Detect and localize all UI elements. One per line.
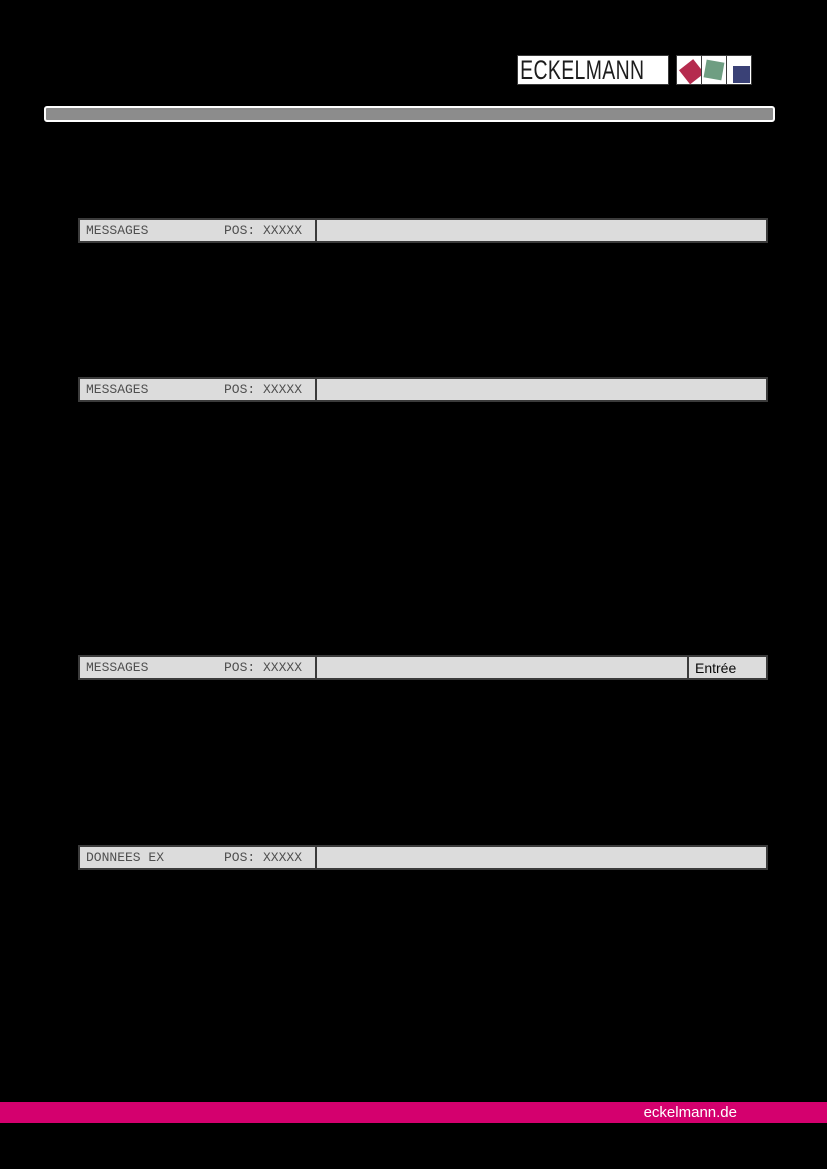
blue-square-icon bbox=[733, 66, 750, 83]
screen-title: DONNEES EX bbox=[86, 850, 165, 865]
screen-body-cell bbox=[317, 220, 766, 241]
screen-pos: POS: XXXXX bbox=[223, 223, 302, 238]
screen-pos: POS: XXXXX bbox=[223, 660, 302, 675]
screen-pos: POS: XXXXX bbox=[223, 382, 302, 397]
screen-title-cell bbox=[80, 220, 317, 241]
screen-title-cell bbox=[80, 379, 317, 400]
eckelmann-logo bbox=[517, 55, 752, 85]
logo-blue-cell bbox=[726, 55, 752, 85]
screen-body-cell bbox=[317, 847, 766, 868]
screen-title: MESSAGES bbox=[86, 223, 149, 238]
screen-title: MESSAGES bbox=[86, 660, 149, 675]
screen-header-box-3 bbox=[78, 655, 768, 680]
screen-header-box-1 bbox=[78, 218, 768, 243]
green-square-icon bbox=[704, 60, 725, 81]
screen-pos: POS: XXXXX bbox=[223, 850, 302, 865]
logo-red-cell bbox=[676, 55, 702, 85]
logo-squares bbox=[676, 55, 752, 85]
logo-wordmark-cell bbox=[517, 55, 669, 85]
entree-label: Entrée bbox=[695, 659, 737, 676]
screen-header-box-4 bbox=[78, 845, 768, 870]
screen-title-cell bbox=[80, 657, 317, 678]
screen-header-box-2 bbox=[78, 377, 768, 402]
screen-body-cell bbox=[317, 379, 766, 400]
footer-url: eckelmann.de bbox=[643, 1104, 737, 1121]
header-divider-bar bbox=[44, 106, 775, 122]
logo-green-cell bbox=[701, 55, 727, 85]
screen-title-cell bbox=[80, 847, 317, 868]
logo-wordmark: ECKELMANN bbox=[520, 55, 645, 85]
footer-bar bbox=[0, 1102, 827, 1123]
screen-body-cell bbox=[317, 657, 687, 678]
screen-entree-cell bbox=[687, 657, 766, 678]
screen-title: MESSAGES bbox=[86, 382, 149, 397]
